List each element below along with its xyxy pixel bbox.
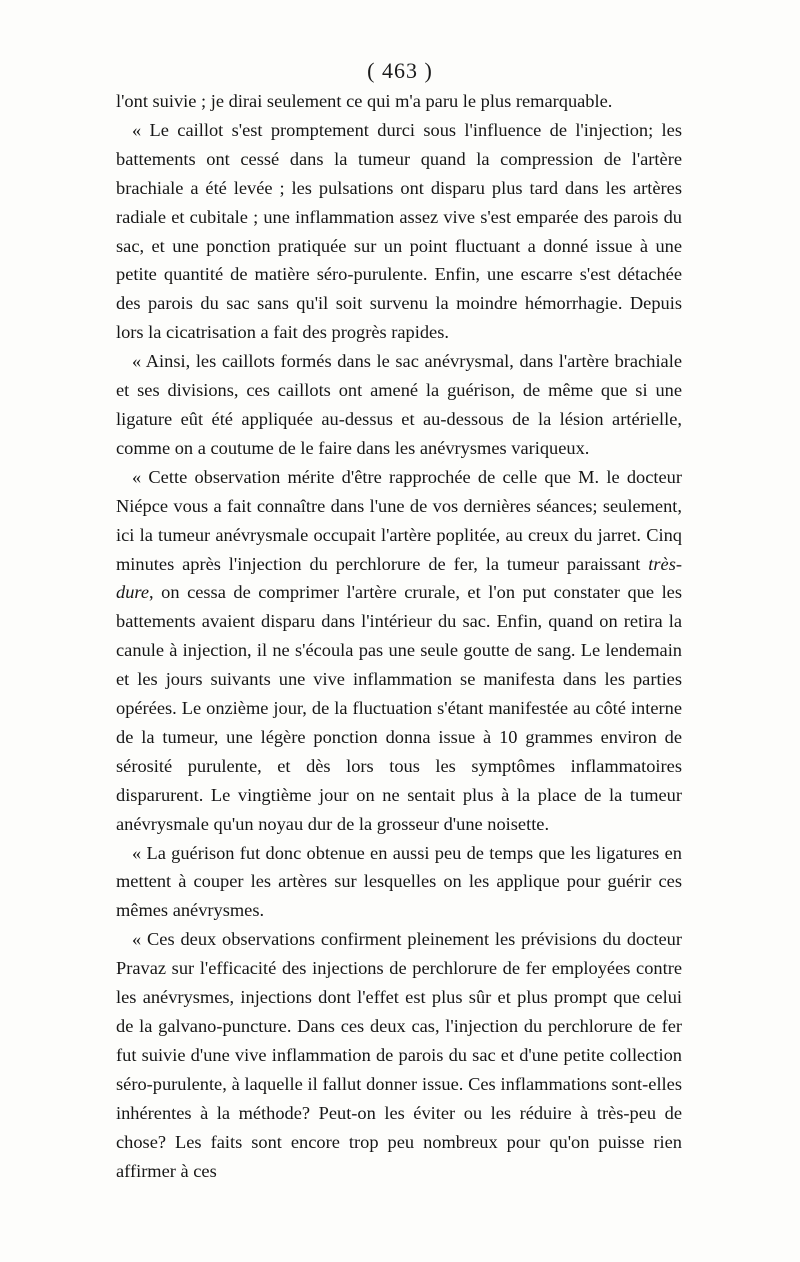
text-segment: , on cessa de comprimer l'artère crurale, et l'on put constater que les battements avaient disparu dans l'intérieur du sac. Enfin, quand on retira la canule à injection, il ne s'écoula pas une seule goutte de sang. Le lendemain et les jours suivants une vive inflammation se manifesta dans les parties opérées. Le onzième jour, de la fluctuation s'étant manifestée au côté interne de la tumeur, une légère ponction donna issue à 10 grammes environ de sérosité purulente, et dès lors tous les symptômes inflammatoires disparurent. Le vingtième jour on ne sentait plus à la place de la tumeur anévrysmale qu'un noyau dur de la grosseur d'une noisette. (116, 582, 682, 834)
page-number: ( 463 ) (367, 58, 433, 83)
paragraph (116, 463, 682, 839)
paragraph (116, 116, 682, 347)
paragraph (116, 839, 682, 926)
paragraph (116, 925, 682, 1185)
text-segment: « Le caillot s'est promptement durci sous l'influence de l'injection; les battements ont cessé dans la tumeur quand la compression de l'artère brachiale a été levée ; les pulsations ont disparu plus tard dans les artères radiale et cubitale ; une inflammation assez vive s'est emparée des parois du sac, et une ponction pratiquée sur un point fluctuant a donné issue à une petite quantité de matière séro-purulente. Enfin, une escarre s'est détachée des parois du sac sans qu'il soit survenu la moindre hémorrhagie. Depuis lors la cicatrisation a fait des progrès rapides. (116, 119, 682, 343)
text-segment: « Cette observation mérite d'être rapprochée de celle que M. le docteur Niépce vous a fait connaître dans l'une de vos dernières séances; seulement, ici la tumeur anévrysmale occupait l'artère poplitée, au creux du jarret. Cinq minutes après l'injection du perchlorure de fer, la tumeur paraissant (116, 466, 682, 574)
text-segment: l'ont suivie ; je dirai seulement ce qui m'a paru le plus remarquable. (116, 91, 613, 111)
text-segment: « La guérison fut donc obtenue en aussi peu de temps que les ligatures en mettent à couper les artères sur lesquelles on les applique pour guérir ces mêmes anévrysmes. (116, 842, 682, 921)
text-segment: « Ainsi, les caillots formés dans le sac anévrysmal, dans l'artère brachiale et ses divisions, ces caillots ont amené la guérison, de même que si une ligature eût été appliquée au-dessus et au-dessous de la lésion artérielle, comme on a coutume de le faire dans les anévrysmes variqueux. (116, 351, 682, 458)
body-text (116, 87, 682, 1185)
paragraph (116, 87, 682, 116)
paragraph (116, 347, 682, 463)
italic-text: très-dure (116, 553, 682, 603)
text-segment: « Ces deux observations confirment pleinement les prévisions du docteur Pravaz sur l'efficacité des injections de perchlorure de fer employées contre les anévrysmes, injections dont l'effet est plus sûr et plus prompt que celui de la galvano-puncture. Dans ces deux cas, l'injection du perchlorure de fer fut suivie d'une vive inflammation de parois du sac et d'une petite collection séro-purulente, à laquelle il fallut donner issue. Ces inflammations sont-elles inhérentes à la méthode? Peut-on les éviter ou les réduire à très-peu de chose? Les faits sont encore trop peu nombreux pour qu'on puisse rien affirmer à ces (116, 929, 682, 1181)
